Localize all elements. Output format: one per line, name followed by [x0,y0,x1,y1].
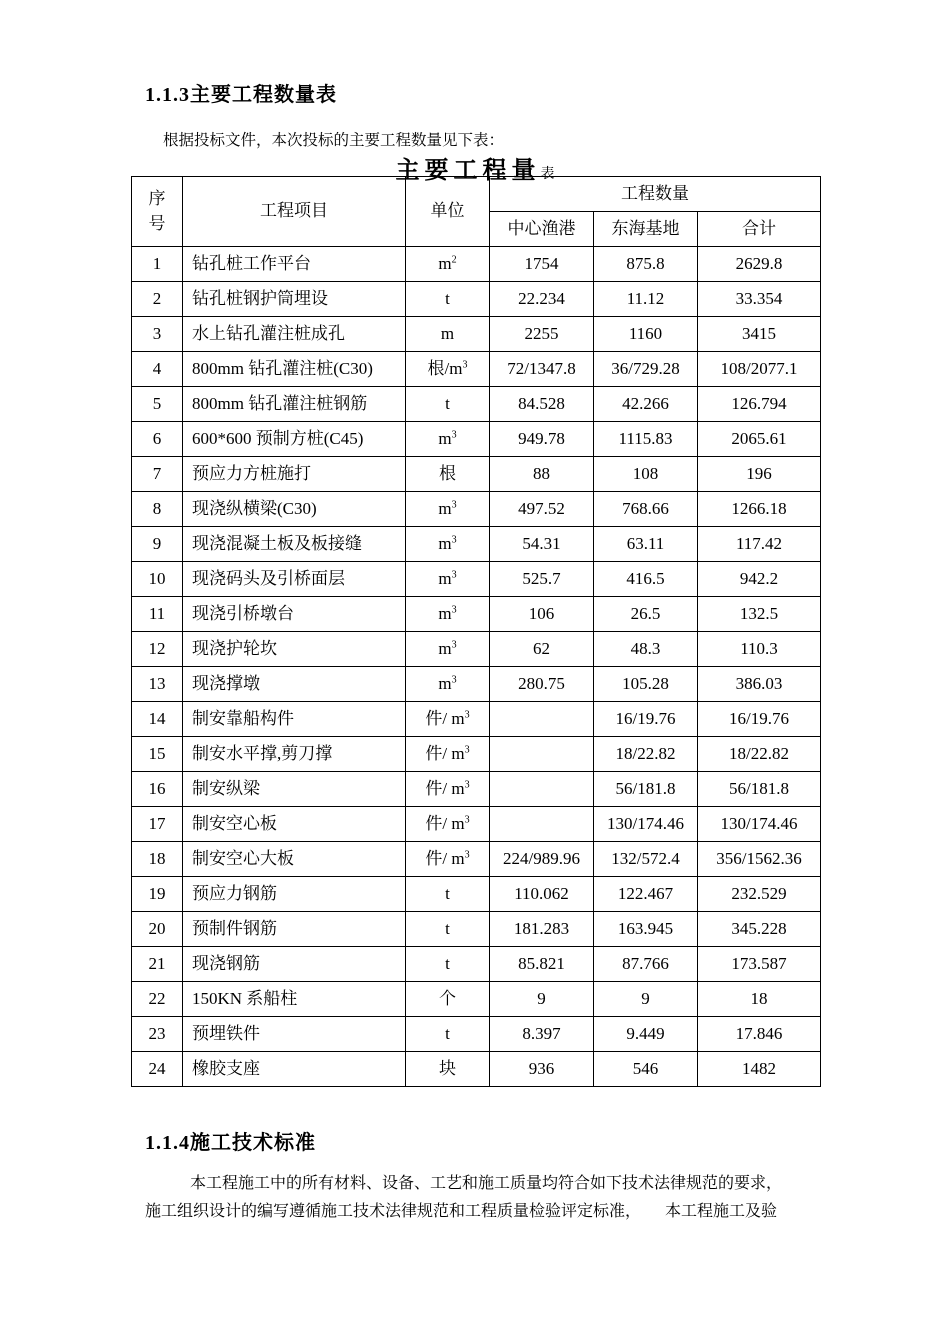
table-row [132,912,821,947]
cell-unit: t [406,947,490,982]
header-item: 工程项目 [183,177,406,247]
table-row [132,737,821,772]
cell-seq: 5 [132,387,183,422]
paragraph-line-1: 本工程施工中的所有材料、设备、工艺和施工质量均符合如下技术法律规范的要求， [190,1175,783,1192]
cell-east: 875.8 [594,247,698,282]
cell-seq: 15 [132,737,183,772]
unit-superscript: 3 [464,849,470,861]
table-row [132,842,821,877]
cell-item: 钻孔桩钢护筒埋设 [183,282,406,317]
cell-center: 54.31 [490,527,594,562]
cell-item: 预制件钢筋 [183,912,406,947]
cell-unit: 根 [406,457,490,492]
cell-east: 9 [594,982,698,1017]
cell-seq: 19 [132,877,183,912]
cell-center: 8.397 [490,1017,594,1052]
cell-east: 48.3 [594,632,698,667]
unit-superscript: 3 [464,779,470,791]
unit-superscript: 3 [451,569,457,581]
table-row [132,492,821,527]
cell-unit: t [406,1017,490,1052]
cell-seq: 2 [132,282,183,317]
cell-center: 88 [490,457,594,492]
cell-item: 现浇撑墩 [183,667,406,702]
table-row [132,352,821,387]
paragraph-line-2: 施工组织设计的编写遵循施工技术法律规范和工程质量检验评定标准， 本工程施工及验 [145,1203,778,1220]
cell-center: 84.528 [490,387,594,422]
table-row [132,877,821,912]
cell-east: 122.467 [594,877,698,912]
cell-total: 17.846 [698,1017,821,1052]
table-row [132,457,821,492]
cell-item: 制安水平撑,剪刀撑 [183,737,406,772]
cell-seq: 14 [132,702,183,737]
cell-seq: 4 [132,352,183,387]
cell-seq: 20 [132,912,183,947]
section-heading-quantities: 1.1.3主要工程数量表 [145,84,337,106]
cell-unit: $m^3$ [406,667,490,702]
table-row [132,317,821,352]
cell-unit: t [406,877,490,912]
cell-total: 16/19.76 [698,702,821,737]
table-header-row [132,177,821,212]
header-qty-group: 工程数量 [490,177,821,212]
cell-total: 130/174.46 [698,807,821,842]
cell-unit: t [406,912,490,947]
cell-item: 制安空心板 [183,807,406,842]
cell-item: 制安靠船构件 [183,702,406,737]
cell-unit: $m^3$ [406,492,490,527]
cell-east: 768.66 [594,492,698,527]
cell-item: 制安纵梁 [183,772,406,807]
table-row [132,632,821,667]
table-row [132,562,821,597]
cell-center: 949.78 [490,422,594,457]
cell-center: 110.062 [490,877,594,912]
table-row [132,1017,821,1052]
cell-seq: 12 [132,632,183,667]
cell-east: 546 [594,1052,698,1087]
cell-unit: 件/ $m^3$ [406,842,490,877]
cell-seq: 17 [132,807,183,842]
cell-total: 386.03 [698,667,821,702]
cell-total: 1266.18 [698,492,821,527]
table-row [132,527,821,562]
cell-seq: 1 [132,247,183,282]
cell-item: 预埋铁件 [183,1017,406,1052]
table-row [132,387,821,422]
header-seq: 序号 [132,177,183,247]
cell-seq: 21 [132,947,183,982]
table-row [132,282,821,317]
cell-seq: 7 [132,457,183,492]
cell-unit: 块 [406,1052,490,1087]
quantities-table [131,176,821,1087]
cell-center: 22.234 [490,282,594,317]
cell-east: 132/572.4 [594,842,698,877]
cell-center: 1754 [490,247,594,282]
cell-unit: 件/ $m^3$ [406,702,490,737]
cell-item: 水上钻孔灌注桩成孔 [183,317,406,352]
cell-seq: 9 [132,527,183,562]
cell-east: 36/729.28 [594,352,698,387]
cell-item: 制安空心大板 [183,842,406,877]
header-unit: 单位 [406,177,490,247]
cell-east: 56/181.8 [594,772,698,807]
cell-center: 224/989.96 [490,842,594,877]
cell-seq: 8 [132,492,183,527]
cell-unit: 件/ $m^3$ [406,772,490,807]
header-total: 合计 [698,212,821,247]
cell-east: 108 [594,457,698,492]
cell-item: 预应力方桩施打 [183,457,406,492]
cell-unit: $m^2$ [406,247,490,282]
cell-unit: 件/ $m^3$ [406,737,490,772]
cell-east: 26.5 [594,597,698,632]
cell-center [490,737,594,772]
cell-total: 132.5 [698,597,821,632]
table-row [132,807,821,842]
cell-unit: t [406,387,490,422]
unit-superscript: 3 [451,674,457,686]
cell-east: 1115.83 [594,422,698,457]
unit-superscript: 2 [451,254,457,266]
cell-unit: $m^3$ [406,527,490,562]
cell-seq: 11 [132,597,183,632]
cell-item: 600*600 预制方桩(C45) [183,422,406,457]
header-center: 中心渔港 [490,212,594,247]
cell-item: 钻孔桩工作平台 [183,247,406,282]
cell-total: 110.3 [698,632,821,667]
cell-item: 现浇纵横梁(C30) [183,492,406,527]
cell-total: 196 [698,457,821,492]
cell-unit: m [406,317,490,352]
cell-total: 3415 [698,317,821,352]
cell-item: 现浇混凝土板及板接缝 [183,527,406,562]
unit-superscript: 3 [451,429,457,441]
cell-east: 87.766 [594,947,698,982]
cell-center [490,702,594,737]
section-heading-standards: 1.1.4施工技术标准 [145,1132,316,1154]
cell-seq: 3 [132,317,183,352]
cell-unit: 个 [406,982,490,1017]
cell-east: 9.449 [594,1017,698,1052]
cell-item: 预应力钢筋 [183,877,406,912]
cell-center: 181.283 [490,912,594,947]
cell-item: 800mm 钻孔灌注桩(C30) [183,352,406,387]
cell-center: 936 [490,1052,594,1087]
cell-item: 800mm 钻孔灌注桩钢筋 [183,387,406,422]
unit-superscript: 3 [451,534,457,546]
cell-total: 18 [698,982,821,1017]
table-row [132,247,821,282]
table-row [132,982,821,1017]
cell-total: 108/2077.1 [698,352,821,387]
cell-center: 280.75 [490,667,594,702]
unit-superscript: 3 [464,744,470,756]
table-row [132,422,821,457]
table-row [132,667,821,702]
cell-unit: $m^3$ [406,632,490,667]
unit-superscript: 3 [462,359,468,371]
table-row [132,1052,821,1087]
cell-east: 163.945 [594,912,698,947]
table-row [132,947,821,982]
cell-unit: 件/ $m^3$ [406,807,490,842]
cell-east: 16/19.76 [594,702,698,737]
cell-total: 942.2 [698,562,821,597]
cell-center: 85.821 [490,947,594,982]
cell-total: 33.354 [698,282,821,317]
table-caption-main: 主要工程量 [395,158,541,184]
cell-seq: 23 [132,1017,183,1052]
cell-east: 130/174.46 [594,807,698,842]
table-caption-suffix: 表 [540,167,555,182]
cell-seq: 13 [132,667,183,702]
standards-paragraph [145,1170,825,1226]
cell-item: 现浇钢筋 [183,947,406,982]
cell-total: 2065.61 [698,422,821,457]
cell-total: 173.587 [698,947,821,982]
cell-total: 18/22.82 [698,737,821,772]
cell-center: 106 [490,597,594,632]
cell-seq: 22 [132,982,183,1017]
cell-unit: $m^3$ [406,562,490,597]
cell-total: 126.794 [698,387,821,422]
cell-center: 72/1347.8 [490,352,594,387]
cell-east: 63.11 [594,527,698,562]
intro-text: 根据投标文件，本次投标的主要工程数量见下表： [163,132,505,149]
cell-seq: 18 [132,842,183,877]
cell-center: 525.7 [490,562,594,597]
cell-item: 150KN 系船柱 [183,982,406,1017]
cell-east: 416.5 [594,562,698,597]
cell-unit: $m^3$ [406,422,490,457]
cell-east: 1160 [594,317,698,352]
cell-total: 356/1562.36 [698,842,821,877]
cell-seq: 10 [132,562,183,597]
cell-total: 1482 [698,1052,821,1087]
cell-east: 11.12 [594,282,698,317]
cell-total: 232.529 [698,877,821,912]
cell-east: 42.266 [594,387,698,422]
table-row [132,702,821,737]
cell-unit: 根$/m^3$ [406,352,490,387]
cell-total: 117.42 [698,527,821,562]
unit-superscript: 3 [451,604,457,616]
cell-seq: 6 [132,422,183,457]
cell-total: 345.228 [698,912,821,947]
cell-unit: t [406,282,490,317]
header-east: 东海基地 [594,212,698,247]
cell-east: 18/22.82 [594,737,698,772]
cell-item: 现浇码头及引桥面层 [183,562,406,597]
unit-superscript: 3 [451,639,457,651]
cell-center [490,772,594,807]
cell-center: 2255 [490,317,594,352]
unit-superscript: 3 [464,709,470,721]
cell-center: 9 [490,982,594,1017]
table-row [132,597,821,632]
unit-superscript: 3 [464,814,470,826]
table-row [132,772,821,807]
cell-item: 现浇护轮坎 [183,632,406,667]
cell-total: 56/181.8 [698,772,821,807]
cell-seq: 24 [132,1052,183,1087]
cell-item: 现浇引桥墩台 [183,597,406,632]
cell-east: 105.28 [594,667,698,702]
cell-seq: 16 [132,772,183,807]
cell-center: 497.52 [490,492,594,527]
cell-total: 2629.8 [698,247,821,282]
cell-item: 橡胶支座 [183,1052,406,1087]
cell-center [490,807,594,842]
cell-center: 62 [490,632,594,667]
cell-unit: $m^3$ [406,597,490,632]
unit-superscript: 3 [451,499,457,511]
